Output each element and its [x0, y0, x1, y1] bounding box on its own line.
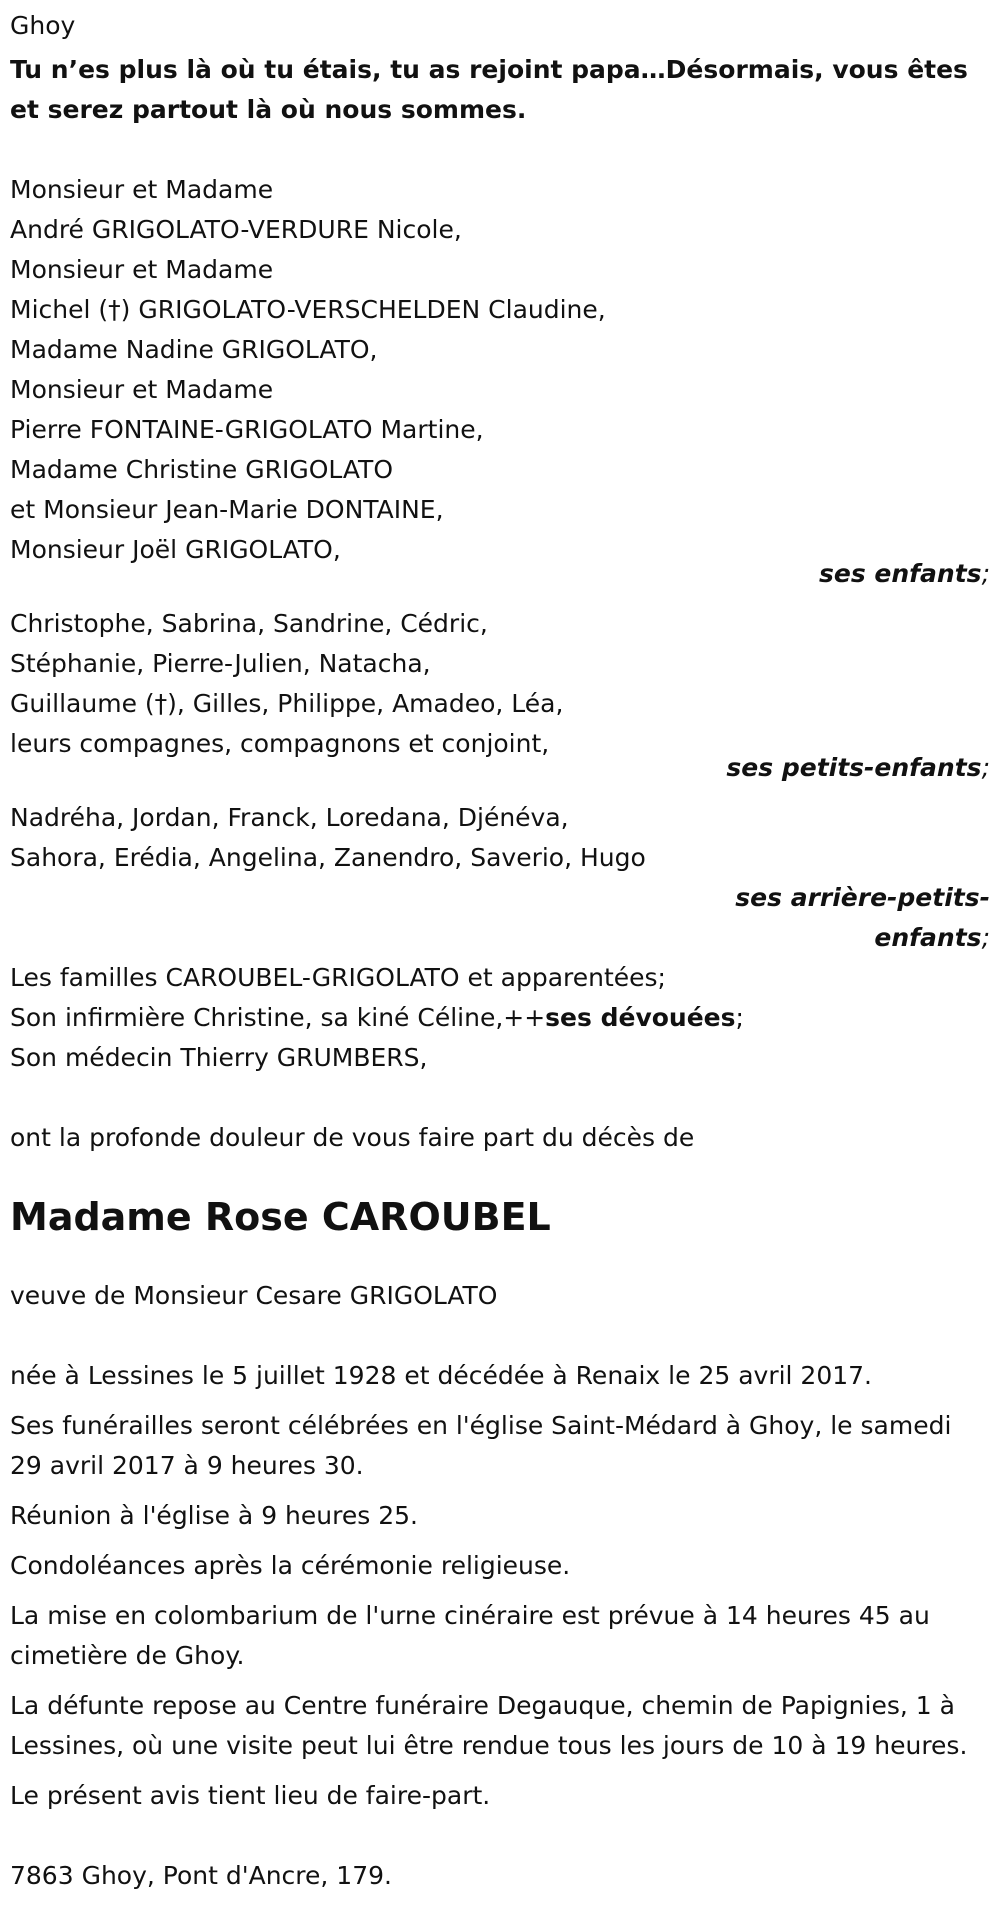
nurse-bold: ses dévouées — [545, 1003, 736, 1032]
children-line: Monsieur et Madame — [10, 175, 274, 204]
great-grandchildren-list — [10, 798, 1000, 958]
children-line: André GRIGOLATO-VERDURE Nicole, — [10, 215, 462, 244]
children-line: Monsieur et Madame — [10, 375, 274, 404]
families-line: Les familles CAROUBEL-GRIGOLATO et apparentées; — [10, 963, 666, 992]
children-line: Monsieur Joël GRIGOLATO, — [10, 535, 341, 564]
great-grandchildren-role — [10, 878, 990, 918]
grandchildren-role-text: ses petits-enfants — [726, 753, 982, 782]
columbarium-details: La mise en colombarium de l'urne cinéraire est prévue à 14 heures 45 au cimetière de Ghoy. — [10, 1601, 930, 1670]
place-name: Ghoy — [10, 11, 76, 40]
born-died: née à Lessines le 5 juillet 1928 et décédée à Renaix le 25 avril 2017. — [10, 1361, 872, 1390]
meeting-details: Réunion à l'église à 9 heures 25. — [10, 1501, 418, 1530]
great-grandchildren-role-punct: ; — [981, 923, 990, 952]
children-line: et Monsieur Jean-Marie DONTAINE, — [10, 495, 444, 524]
condolences-details: Condoléances après la cérémonie religieuse. — [10, 1551, 571, 1580]
great-grandchildren-role-text-1: ses arrière-petits- — [735, 883, 990, 912]
great-grandchildren-line: Sahora, Erédia, Angelina, Zanendro, Saverio, Hugo — [10, 843, 646, 872]
others-list — [10, 958, 1000, 1078]
grandchildren-line: Stéphanie, Pierre-Julien, Natacha, — [10, 649, 431, 678]
children-line: Madame Christine GRIGOLATO — [10, 455, 394, 484]
grandchildren-line: leurs compagnes, compagnons et conjoint, — [10, 729, 550, 758]
children-line: Monsieur et Madame — [10, 255, 274, 284]
nurse-line — [10, 998, 1000, 1038]
children-role-punct: ; — [981, 559, 990, 588]
grandchildren-line: Guillaume (†), Gilles, Philippe, Amadeo, Léa, — [10, 689, 564, 718]
opening-quote: Tu n’es plus là où tu étais, tu as rejoint papa…Désormais, vous êtes et serez partout là où nous sommes. — [10, 55, 968, 124]
great-grandchildren-role-2 — [10, 918, 990, 958]
deceased-name: Madame Rose CAROUBEL — [10, 1195, 551, 1239]
children-line: Pierre FONTAINE-GRIGOLATO Martine, — [10, 415, 484, 444]
children-list — [10, 170, 1000, 594]
address: 7863 Ghoy, Pont d'Ancre, 179. — [10, 1861, 392, 1890]
notice-text: Le présent avis tient lieu de faire-part. — [10, 1781, 491, 1810]
nurse-prefix: Son infirmière Christine, sa kiné Céline,++ — [10, 1003, 546, 1032]
funeral-details: Ses funérailles seront célébrées en l'église Saint-Médard à Ghoy, le samedi 29 avril 2017 à 9 heures 30. — [10, 1411, 952, 1480]
rest-details: La défunte repose au Centre funéraire Degauque, chemin de Papignies, 1 à Lessines, où une visite peut lui être rendue tous les jours de 10 à 19 heures. — [10, 1691, 968, 1760]
children-role-text: ses enfants — [819, 559, 982, 588]
grandchildren-list — [10, 604, 1000, 788]
doctor-line: Son médecin Thierry GRUMBERS, — [10, 1043, 428, 1072]
great-grandchildren-role-text-2: enfants — [874, 923, 982, 952]
children-line: Madame Nadine GRIGOLATO, — [10, 335, 378, 364]
widow-of: veuve de Monsieur Cesare GRIGOLATO — [10, 1281, 498, 1310]
announcement-intro: ont la profonde douleur de vous faire part du décès de — [10, 1123, 695, 1152]
obituary-notice — [0, 6, 1000, 1896]
grandchildren-line: Christophe, Sabrina, Sandrine, Cédric, — [10, 609, 488, 638]
great-grandchildren-line: Nadréha, Jordan, Franck, Loredana, Djénéva, — [10, 803, 569, 832]
children-line: Michel (†) GRIGOLATO-VERSCHELDEN Claudine, — [10, 295, 606, 324]
grandchildren-role-punct: ; — [981, 753, 990, 782]
nurse-suffix: ; — [735, 1003, 744, 1032]
